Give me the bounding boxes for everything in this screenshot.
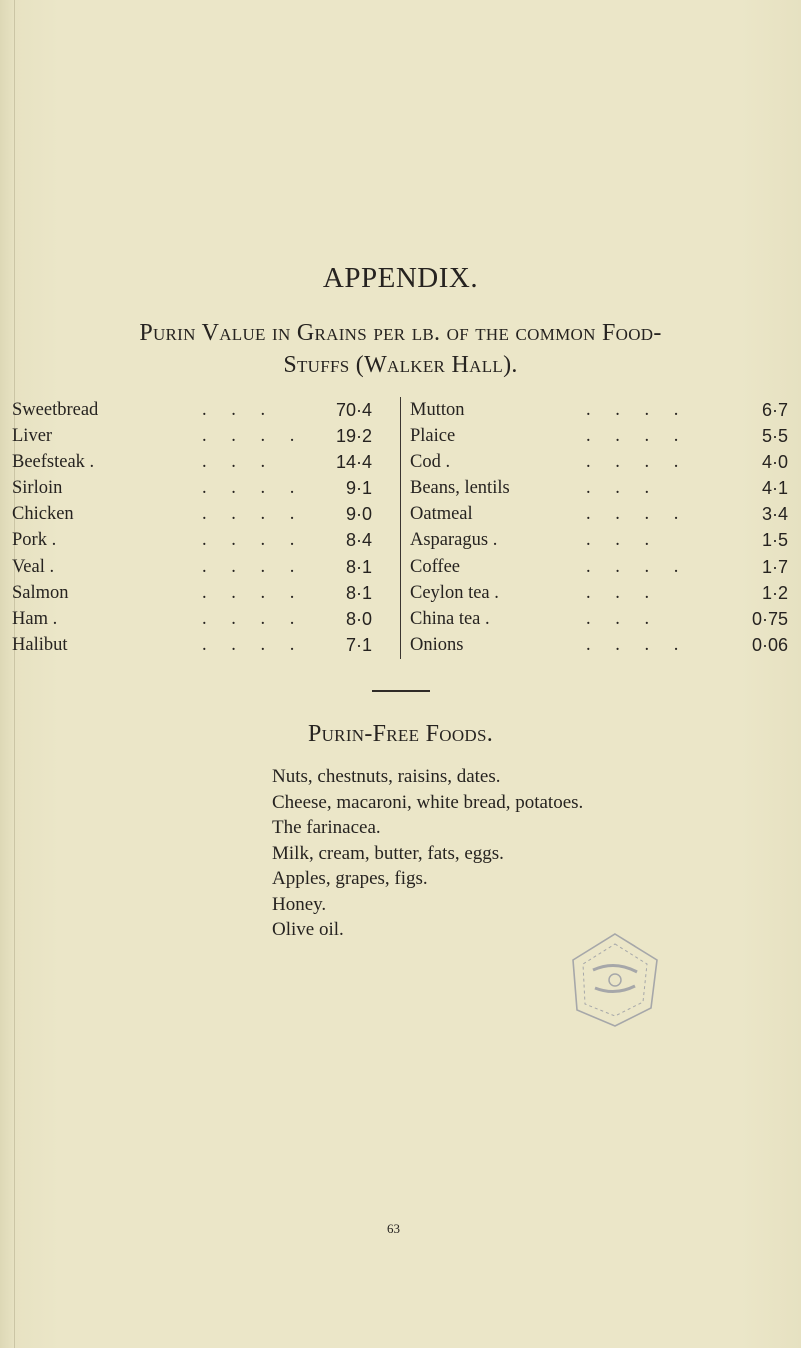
table-row	[410, 475, 788, 501]
purin-value: 5·5	[761, 426, 788, 447]
table-row	[410, 527, 788, 553]
leader-dots: . . . .	[586, 400, 689, 420]
leader-dots: . . . .	[586, 634, 689, 655]
leader-dots: . . . .	[202, 504, 305, 525]
page-number: 63	[387, 1221, 400, 1236]
food-name: Beans, lentils	[410, 478, 510, 499]
table-row	[410, 397, 788, 423]
list-item: Milk, cream, butter, fats, eggs.	[272, 842, 504, 864]
purin-value: 4·1	[761, 478, 788, 499]
leader-dots: . . . .	[586, 452, 689, 473]
table-row	[410, 501, 788, 527]
table-row	[12, 501, 372, 527]
food-name: Sirloin	[12, 478, 63, 499]
table-row	[12, 580, 372, 606]
food-name: Cod .	[410, 452, 451, 473]
list-item: Cheese, macaroni, white bread, potatoes.	[272, 791, 584, 813]
table-row	[12, 475, 372, 501]
leader-dots: . . .	[586, 530, 660, 551]
purin-free-heading: Purin-Free Foods.	[307, 721, 494, 747]
food-name: Ham .	[12, 608, 58, 629]
purin-value: 6·7	[761, 400, 788, 420]
food-name: Veal .	[12, 556, 55, 577]
leader-dots: . . .	[586, 582, 660, 603]
purin-value: 0·75	[751, 608, 788, 629]
food-name: Salmon	[12, 582, 69, 603]
table-row	[12, 632, 372, 658]
library-stamp-icon	[565, 930, 665, 1030]
purin-value-table	[0, 397, 801, 667]
table-row	[410, 580, 788, 606]
table-right-column	[410, 397, 788, 658]
leader-dots: . . . .	[202, 582, 305, 603]
list-item: Olive oil.	[272, 919, 344, 940]
leader-dots: . . . .	[586, 556, 689, 577]
table-row	[410, 423, 788, 449]
table-row	[410, 606, 788, 632]
column-divider	[400, 397, 401, 659]
table-row	[410, 632, 788, 658]
purin-value: 14·4	[335, 452, 372, 473]
leader-dots: . . . .	[202, 478, 305, 499]
food-name: Onions	[410, 634, 464, 655]
leader-dots: . . . .	[202, 556, 305, 577]
table-row	[12, 397, 372, 423]
leader-dots: . . .	[202, 400, 276, 420]
purin-value: 8·4	[345, 530, 372, 551]
table-heading-line-2: Stuffs (Walker Hall).	[283, 352, 518, 378]
table-row	[410, 449, 788, 475]
table-row	[12, 527, 372, 553]
list-item: Nuts, chestnuts, raisins, dates.	[272, 766, 501, 787]
purin-value: 8·1	[345, 556, 372, 577]
page-edge-line	[14, 0, 15, 1348]
food-name: Plaice	[410, 426, 456, 447]
table-row	[410, 554, 788, 580]
food-name: Liver	[12, 426, 53, 447]
leader-dots: . . . .	[586, 504, 689, 525]
list-item: Honey.	[272, 893, 327, 915]
food-name: Coffee	[410, 556, 460, 577]
leader-dots: . . .	[586, 478, 660, 499]
purin-value: 4·0	[761, 452, 788, 473]
list-item: Apples, grapes, figs.	[272, 868, 428, 889]
food-name: Mutton	[410, 400, 465, 420]
purin-value: 7·1	[345, 634, 372, 655]
leader-dots: . . . .	[202, 426, 305, 447]
table-row	[12, 423, 372, 449]
table-left-column	[12, 397, 372, 658]
food-name: Halibut	[12, 634, 68, 655]
page-title: APPENDIX.	[322, 262, 479, 294]
table-row	[12, 449, 372, 475]
leader-dots: . . .	[202, 452, 276, 473]
leader-dots: . . . .	[202, 634, 305, 655]
purin-value: 8·0	[345, 608, 372, 629]
leader-dots: . . . .	[586, 426, 689, 447]
food-name: China tea .	[410, 608, 490, 629]
food-name: Sweetbread	[12, 400, 99, 420]
purin-value: 9·0	[345, 504, 372, 525]
food-name: Chicken	[12, 504, 74, 525]
food-name: Pork .	[12, 530, 57, 551]
food-name: Oatmeal	[410, 504, 473, 525]
purin-value: 1·2	[761, 582, 788, 603]
purin-free-list	[272, 764, 772, 943]
leader-dots: . . . .	[202, 608, 305, 629]
table-row	[12, 606, 372, 632]
leader-dots: . . .	[586, 608, 660, 629]
list-item: The farinacea.	[272, 817, 381, 838]
purin-value: 1·5	[761, 530, 788, 551]
food-name: Ceylon tea .	[410, 582, 499, 603]
leader-dots: . . . .	[202, 530, 305, 551]
purin-value: 9·1	[345, 478, 372, 499]
purin-value: 8·1	[345, 582, 372, 603]
section-separator	[372, 690, 430, 692]
purin-value: 3·4	[761, 504, 788, 525]
purin-value: 70·4	[335, 400, 372, 420]
purin-value: 0·06	[751, 634, 788, 655]
purin-value: 19·2	[335, 426, 372, 447]
food-name: Asparagus .	[410, 530, 498, 551]
purin-value: 1·7	[761, 556, 788, 577]
table-heading-line-1: Purin Value in Grains per lb. of the common Food-	[139, 320, 662, 346]
table-row	[12, 554, 372, 580]
food-name: Beefsteak .	[12, 452, 95, 473]
